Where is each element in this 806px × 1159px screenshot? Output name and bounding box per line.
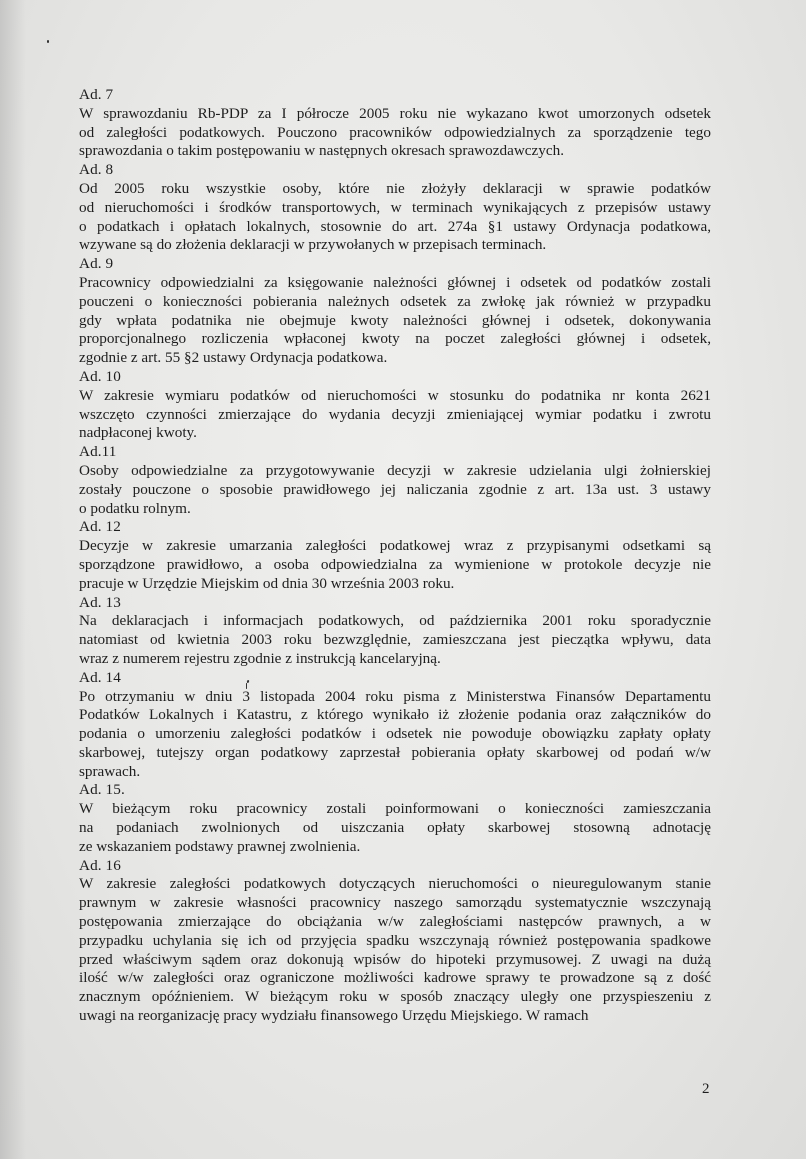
section: [79, 669, 711, 782]
text-line: Po otrzymaniu w dniu 3 listopada 2004 roku pisma z Ministerstwa Finansów Departamentu: [79, 687, 711, 705]
section: [79, 86, 711, 161]
text-line: zostały pouczone o sposobie prawidłowego jej naliczania zgodnie z art. 13a ust. 3 ustawy: [79, 480, 711, 498]
section-paragraph: [79, 688, 711, 782]
text-line: skarbowej, tutejszy organ podatkowy zaprzestał pobierania opłaty skarbowej od podań w/w: [79, 743, 711, 761]
section: [79, 443, 711, 518]
text-line: ze wskazaniem podstawy prawnej zwolnienia.: [79, 837, 361, 855]
section-paragraph: [79, 875, 711, 1025]
section-paragraph: [79, 105, 711, 161]
text-line: od nieruchomości i środków transportowych, w terminach wynikających z przepisów ustawy: [79, 198, 711, 216]
section-heading: Ad. 14: [79, 668, 121, 686]
text-line: sporządzone prawidłowo, a osoba odpowiedzialna za wymienione w protokole decyzje nie: [79, 555, 711, 573]
text-line: pracuje w Urzędzie Miejskim od dnia 30 września 2003 roku.: [79, 574, 455, 592]
section: [79, 518, 711, 593]
text-line: od zaległości podatkowych. Pouczono pracowników odpowiedzialnych za sporządzenie tego: [79, 123, 711, 141]
section-paragraph: [79, 462, 711, 518]
text-line: zgodnie z art. 55 §2 ustawy Ordynacja podatkowa.: [79, 349, 388, 367]
text-line: W bieżącym roku pracownicy zostali poinformowani o konieczności zamieszczania: [79, 800, 711, 818]
page-number: 2: [702, 1081, 710, 1097]
text-line: proporcjonalnego rozliczenia wpłaconej kwoty na poczet zaległości głównej i odsetek,: [79, 330, 711, 348]
text-line: wraz z numerem rejestru zgodnie z instrukcją kancelaryjną.: [79, 649, 441, 667]
scan-speck: [47, 40, 49, 43]
section-paragraph: [79, 180, 711, 255]
section: [79, 255, 711, 368]
section-paragraph: [79, 274, 711, 368]
text-line: na podaniach zwolnionych od uiszczania opłaty skarbowej stosowną adnotację: [79, 819, 711, 837]
section-paragraph: [79, 800, 711, 856]
section: [79, 781, 711, 856]
text-line: wszczęto czynności zmierzające do wydania decyzji zmieniającej wymiar podatku i zwrotu: [79, 405, 711, 423]
text-line: wzywane są do złożenia deklaracji w przywołanych w przepisach terminach.: [79, 236, 547, 254]
text-line: znacznym opóźnieniem. W bieżącym roku w sposób znaczący uległy one przyspieszeniu z: [79, 988, 711, 1006]
section-heading: Ad. 9: [79, 255, 114, 273]
text-line: W zakresie wymiaru podatków od nieruchomości w stosunku do podatnika nr konta 2621: [79, 386, 711, 404]
section-heading: Ad.11: [79, 443, 117, 461]
section: [79, 594, 711, 669]
text-line: Na deklaracjach i informacjach podatkowych, od października 2001 roku sporadycznie: [79, 612, 711, 630]
text-line: Podatków Lokalnych i Katastru, z którego wynikało iż złożenie podania oraz załączników do: [79, 706, 711, 724]
section-heading: Ad. 8: [79, 161, 114, 179]
section-paragraph: [79, 537, 711, 593]
text-line: uwagi na reorganizację pracy wydziału finansowego Urzędu Miejskiego. W ramach: [79, 1007, 589, 1025]
section: [79, 857, 711, 1026]
section-heading: Ad. 10: [79, 367, 121, 385]
text-line: Decyzje w zakresie umarzania zaległości podatkowej wraz z przypisanymi odsetkami są: [79, 537, 711, 555]
text-line: Pracownicy odpowiedzialni za księgowanie należności głównej i odsetek od podatków zostali: [79, 273, 711, 291]
section-heading: Ad. 16: [79, 856, 121, 874]
text-line: ilość w/w zaległości oraz ograniczone możliwości kadrowe sprawy te prowadzone są z dość: [79, 969, 711, 987]
section-paragraph: [79, 612, 711, 668]
text-line: gdy wpłata podatnika nie obejmuje kwoty należności głównej i odsetek, dokonywania: [79, 311, 711, 329]
text-line: przed właściwym sądem oraz dokonują wpisów do hipoteki przymusowej. Z uwagi na dużą: [79, 950, 711, 968]
section-paragraph: [79, 387, 711, 443]
text-line: przypadku uchylania się ich od przyjęcia spadku wszczynają również postępowania spadkowe: [79, 931, 711, 949]
text-line: pouczeni o konieczności pobierania należnych odsetek za zwłokę jak również w przypadku: [79, 292, 711, 310]
scan-edge-shadow: [0, 0, 26, 1159]
text-line: o podatku rolnym.: [79, 499, 191, 517]
text-line: sprawach.: [79, 762, 141, 780]
section-heading: Ad. 13: [79, 593, 121, 611]
text-line: W sprawozdaniu Rb-PDP za I półrocze 2005 roku nie wykazano kwot umorzonych odsetek: [79, 104, 711, 122]
section: [79, 368, 711, 443]
text-line: podania o umorzeniu zaległości podatków i odsetek nie powoduje obowiązku zapłaty opłaty: [79, 725, 711, 743]
document-body: [79, 86, 711, 1026]
section-heading: Ad. 12: [79, 518, 121, 536]
section: [79, 161, 711, 255]
section-heading: Ad. 15.: [79, 781, 125, 799]
text-line: sprawozdania o takim postępowaniu w następnych okresach sprawozdawczych.: [79, 142, 564, 160]
text-line: Osoby odpowiedzialne za przygotowywanie decyzji w zakresie udzielania ulgi żołnierskiej: [79, 461, 711, 479]
text-line: natomiast od kwietnia 2003 roku bezwzględnie, zamieszczana jest pieczątka wpływu, data: [79, 631, 711, 649]
text-line: postępowania zmierzające do obciążania w/w zaległościami następców prawnych, a w: [79, 913, 711, 931]
text-line: prawnym w zakresie własności pracownicy naszego samorządu systematycznie wszczynają: [79, 894, 711, 912]
text-line: W zakresie zaległości podatkowych dotyczących nieruchomości o nieuregulowanym stanie: [79, 875, 711, 893]
section-heading: Ad. 7: [79, 86, 114, 103]
text-line: nadpłaconej kwoty.: [79, 424, 197, 442]
text-line: o podatkach i opłatach lokalnych, stosownie do art. 274a §1 ustawy Ordynacja podatkowa,: [79, 217, 711, 235]
text-line: Od 2005 roku wszystkie osoby, które nie złożyły deklaracji w sprawie podatków: [79, 179, 711, 197]
